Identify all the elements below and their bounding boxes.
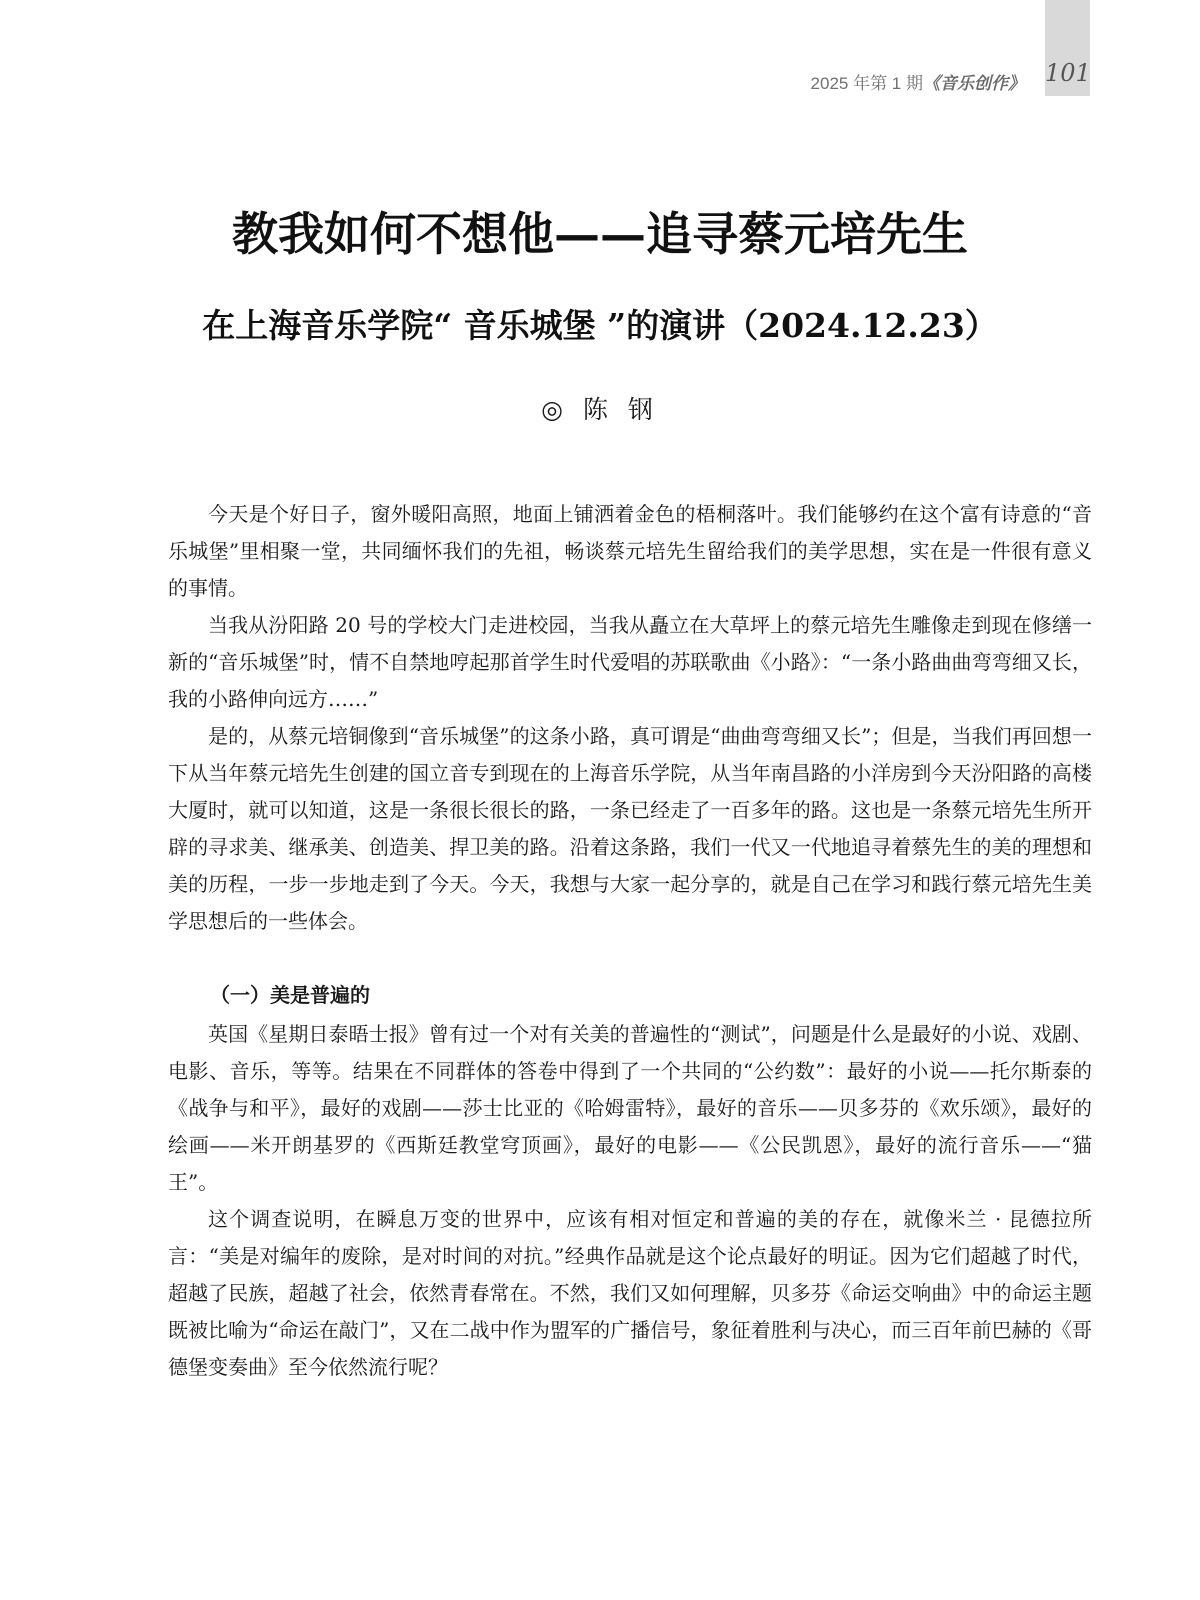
author-name: 陈 钢 <box>582 395 659 424</box>
author-mark-icon: ◎ <box>541 395 569 424</box>
paragraph: 今天是个好日子，窗外暖阳高照，地面上铺洒着金色的梧桐落叶。我们能够约在这个富有诗意的“音乐城堡”里相聚一堂，共同缅怀我们的先祖，畅谈蔡元培先生留给我们的美学思想，实在是一件很有意义的事情。 <box>168 502 1092 600</box>
author-line <box>0 392 1200 428</box>
article-subtitle: 在上海音乐学院“ 音乐城堡 ”的演讲（2024.12.23） <box>202 306 998 345</box>
section-heading: （一）美是普遍的 <box>210 985 370 1007</box>
running-header <box>811 73 1025 95</box>
article-body <box>168 496 1092 1386</box>
article-title: 教我如何不想他——追寻蔡元培先生 <box>232 207 968 261</box>
issue-label: 2025 年第 1 期 <box>810 74 923 93</box>
paragraph: 这个调查说明，在瞬息万变的世界中，应该有相对恒定和普遍的美的存在，就像米兰 · 昆德拉所言：“美是对编年的废除，是对时间的对抗。”经典作品就是这个论点最好的明证。因为它们超越了时代，超越了民族，超越了社会，依然青春常在。不然，我们又如何理解，贝多芬《命运交响曲》中的命运主题既被比喻为“命运在敲门”，又在二战中作为盟军的广播信号，象征着胜利与决心，而三百年前巴赫的《哥德堡变奏曲》至今依然流行呢？ <box>168 1207 1092 1379</box>
journal-name: 《音乐创作》 <box>923 74 1025 94</box>
paragraph: 是的，从蔡元培铜像到“音乐城堡”的这条小路，真可谓是“曲曲弯弯细又长”；但是，当我们再回想一下从当年蔡元培先生创建的国立音专到现在的上海音乐学院，从当年南昌路的小洋房到今天汾阳路的高楼大厦时，就可以知道，这是一条很长很长的路，一条已经走了一百多年的路。这也是一条蔡元培先生所开辟的寻求美、继承美、创造美、捍卫美的路。沿着这条路，我们一代又一代地追寻着蔡先生的美的理想和美的历程，一步一步地走到了今天。今天，我想与大家一起分享的，就是自己在学习和践行蔡元培先生美学思想后的一些体会。 <box>168 724 1092 933</box>
page-number: 101 <box>1045 59 1091 87</box>
paragraph: 英国《星期日泰晤士报》曾有过一个对有关美的普遍性的“测试”，问题是什么是最好的小说、戏剧、电影、音乐，等等。结果在不同群体的答卷中得到了一个共同的“公约数”：最好的小说——托尔斯泰的《战争与和平》，最好的戏剧——莎士比亚的《哈姆雷特》，最好的音乐——贝多芬的《欢乐颂》，最好的绘画——米开朗基罗的《西斯廷教堂穹顶画》，最好的电影——《公民凯恩》，最好的流行音乐——“猫王”。 <box>168 1022 1092 1194</box>
paragraph: 当我从汾阳路 20 号的学校大门走进校园，当我从矗立在大草坪上的蔡元培先生雕像走到现在修缮一新的“音乐城堡”时，情不自禁地哼起那首学生时代爱唱的苏联歌曲《小路》：“一条小路曲曲弯弯细又长，我的小路伸向远方……” <box>168 613 1092 711</box>
